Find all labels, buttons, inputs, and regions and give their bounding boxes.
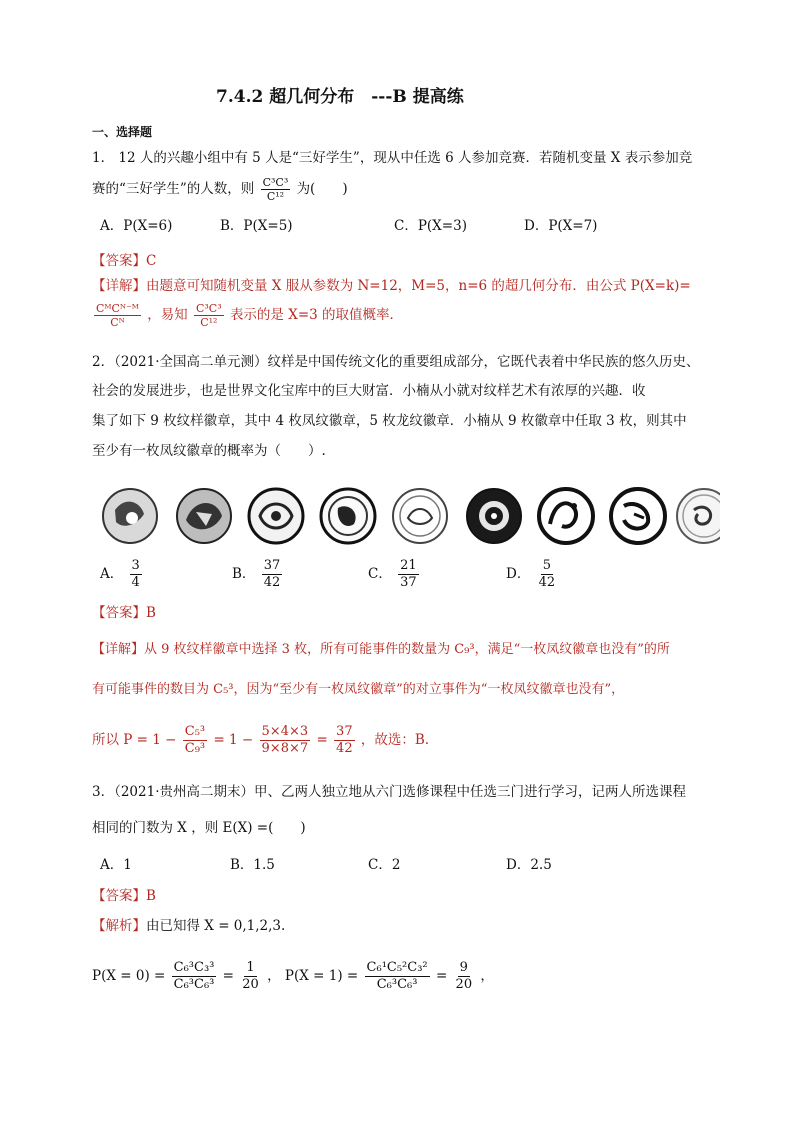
q3-option-b: B．1.5 bbox=[230, 857, 275, 873]
phoenix-medal-4 bbox=[467, 489, 521, 543]
q2-option-a bbox=[100, 558, 144, 591]
q1-answer: 【答案】C bbox=[92, 253, 157, 269]
q3-p1-result bbox=[454, 960, 475, 993]
q1-option-d: D．P(X=7) bbox=[524, 218, 598, 234]
q1-detail-frac-den: Cᴺ bbox=[110, 316, 125, 329]
q3-p0-pre: P(X = 0) = bbox=[92, 968, 166, 984]
q3-analysis bbox=[92, 916, 285, 936]
q3-p1-post: ， bbox=[480, 968, 494, 984]
q2-detail-post: ，故选：B. bbox=[360, 732, 430, 748]
q2-option-b-frac bbox=[262, 558, 283, 591]
q2-option-b-label: B． bbox=[232, 566, 256, 582]
q1-detail-line1: 【详解】由题意可知随机变量 X 服从参数为 N=12，M=5，n=6 的超几何分布．由公式 P(X=k)= bbox=[92, 278, 691, 294]
q2-f3-num: 37 bbox=[336, 724, 353, 739]
q2-f3-den: 42 bbox=[336, 741, 353, 756]
q1-option-a: A．P(X=6) bbox=[100, 218, 173, 234]
q2-line3: 集了如下 9 枚纹样徽章，其中 4 枚凤纹徽章，5 枚龙纹徽章．小楠从 9 枚徽章中任取 3 枚，则其中 bbox=[92, 413, 687, 429]
q3-option-a: A．1 bbox=[100, 857, 132, 873]
q2-option-c-frac bbox=[398, 558, 419, 591]
q2-f1-den: C₉³ bbox=[184, 741, 206, 756]
q2-line1: 2．（2021·全国高二单元测）纹样是中国传统文化的重要组成部分，它既代表着中华民族的悠久历史、 bbox=[92, 354, 700, 370]
q1-option-c: C．P(X=3) bbox=[394, 218, 467, 234]
q3-line2: 相同的门数为 X ，则 E(X) =( ) bbox=[92, 820, 306, 836]
q3-p0-eq: = bbox=[222, 968, 234, 984]
q3-p1-rden: 20 bbox=[455, 977, 473, 992]
q2-option-a-label: A． bbox=[100, 566, 124, 582]
q3-p0-rnum: 1 bbox=[246, 960, 255, 975]
q1-frac-num: C³C³ bbox=[262, 176, 289, 189]
q2-f2-num: 5×4×3 bbox=[261, 724, 309, 739]
medal-strip bbox=[100, 486, 720, 546]
q3-line1: 3．（2021·贵州高二期末）甲、乙两人独立地从六门选修课程中任选三门进行学习，记两人所选课程 bbox=[92, 784, 686, 800]
q2-detail-line2 bbox=[92, 680, 624, 700]
dragon-medal-5 bbox=[677, 489, 720, 543]
q2-line2: 社会的发展进步，也是世界文化宝库中的巨大财富．小楠从小就对纹样艺术有浓厚的兴趣．收 bbox=[92, 383, 646, 399]
q1-detail-b: ，易知 bbox=[147, 307, 188, 323]
q2-eq: = 1 − bbox=[213, 732, 254, 748]
q3-analysis-text: 由已知得 X = 0,1,2,3. bbox=[146, 918, 286, 934]
q1-option-b: B．P(X=5) bbox=[220, 218, 293, 234]
dragon-medal-4 bbox=[611, 489, 665, 543]
q3-option-c: C．2 bbox=[368, 857, 401, 873]
q3-probabilities bbox=[92, 960, 494, 993]
q2-answer: 【答案】B bbox=[92, 605, 156, 621]
q3-option-d: D．2.5 bbox=[506, 857, 552, 873]
q3-p1-rnum: 9 bbox=[459, 960, 468, 975]
q2-option-c-den: 37 bbox=[400, 575, 417, 590]
section-heading: 一、选择题 bbox=[92, 125, 153, 139]
q2-option-a-num: 3 bbox=[131, 558, 140, 573]
q2-option-d-label: D． bbox=[506, 566, 531, 582]
q1-detail-c: 表示的是 X=3 的取值概率． bbox=[229, 307, 404, 323]
q3-p1-frac bbox=[365, 960, 430, 993]
q2-option-b-den: 42 bbox=[263, 575, 281, 590]
q3-p1-pre: ， P(X = 1) = bbox=[267, 968, 359, 984]
q1-line2 bbox=[92, 176, 348, 203]
q2-option-d-num: 5 bbox=[542, 558, 552, 573]
q1-detail-frac2-num: C³C³ bbox=[195, 302, 222, 315]
medal-images bbox=[100, 486, 720, 546]
q2-option-a-den: 4 bbox=[131, 575, 140, 590]
q2-option-d-den: 42 bbox=[538, 575, 556, 590]
q2-option-c-label: C． bbox=[368, 566, 392, 582]
q1-line2b: 为( ) bbox=[296, 181, 348, 197]
q2-option-a-frac bbox=[130, 558, 142, 591]
q1-fraction bbox=[261, 176, 291, 203]
q3-analysis-label: 【解析】 bbox=[92, 918, 146, 934]
q1-detail-line2 bbox=[92, 302, 403, 329]
q2-f1-num: C₅³ bbox=[184, 724, 206, 739]
q3-p1-den: C₆³C₆³ bbox=[376, 977, 418, 992]
q3-p0-rden: 20 bbox=[242, 977, 259, 992]
q2-f1 bbox=[183, 724, 207, 757]
phoenix-medal-1 bbox=[103, 489, 157, 543]
doc-title: 7.4.2 超几何分布 ---B 提高练 bbox=[216, 87, 464, 107]
q2-f2-den: 9×8×7 bbox=[261, 741, 309, 756]
q2-option-d-frac bbox=[537, 558, 558, 591]
q2-detail-line3 bbox=[92, 724, 429, 757]
q3-answer: 【答案】B bbox=[92, 888, 156, 904]
q1-line2a: 赛的“三好学生”的人数，则 bbox=[92, 181, 255, 197]
q3-p1-eq: = bbox=[435, 968, 448, 984]
q2-f3 bbox=[334, 724, 355, 757]
phoenix-medal-3 bbox=[321, 489, 375, 543]
q2-option-c bbox=[368, 558, 421, 591]
q1-detail-frac-num: CᴹCᴺ⁻ᴹ bbox=[96, 302, 139, 315]
q1-line1: 1． 12 人的兴趣小组中有 5 人是“三好学生”，现从中任选 6 人参加竞赛．若随机变量 X 表示参加竞 bbox=[92, 150, 693, 166]
dragon-medal-2 bbox=[393, 489, 447, 543]
q3-p0-result bbox=[240, 960, 261, 993]
dragon-medal-1 bbox=[249, 489, 303, 543]
q2-detail-pre: 所以 P = 1 − bbox=[92, 732, 177, 748]
q1-frac-den: C¹² bbox=[266, 190, 285, 203]
q1-detail-fraction bbox=[94, 302, 141, 329]
q2-f2 bbox=[260, 724, 311, 757]
q3-p0-num: C₆³C₃³ bbox=[173, 960, 215, 975]
q2-option-d bbox=[506, 558, 559, 591]
dragon-medal-3 bbox=[539, 489, 593, 543]
q1-detail-fraction2 bbox=[194, 302, 224, 329]
q2-detail-line1: 【详解】从 9 枚纹样徽章中选择 3 枚，所有可能事件的数量为 C₉³，满足“一枚凤纹徽章也没有”的所 bbox=[92, 642, 670, 657]
q3-p0-den: C₆³C₆³ bbox=[173, 977, 215, 992]
q2-line4: 至少有一枚凤纹徽章的概率为（ ）. bbox=[92, 443, 326, 459]
q2-option-b-num: 37 bbox=[263, 558, 281, 573]
q2-detail-b: 有可能事件的数目为 C₅³，因为“至少有一枚凤纹徽章”的对立事件为“一枚凤纹徽章也没有”， bbox=[92, 682, 625, 697]
q3-p1-num: C₆¹C₅²C₃² bbox=[366, 960, 428, 975]
q3-p0-frac bbox=[172, 960, 217, 993]
q2-option-c-num: 21 bbox=[400, 558, 417, 573]
q2-option-b bbox=[232, 558, 284, 591]
q2-eq2: = bbox=[316, 732, 328, 748]
phoenix-medal-2 bbox=[177, 489, 231, 543]
q1-detail-frac2-den: C¹² bbox=[200, 316, 218, 329]
